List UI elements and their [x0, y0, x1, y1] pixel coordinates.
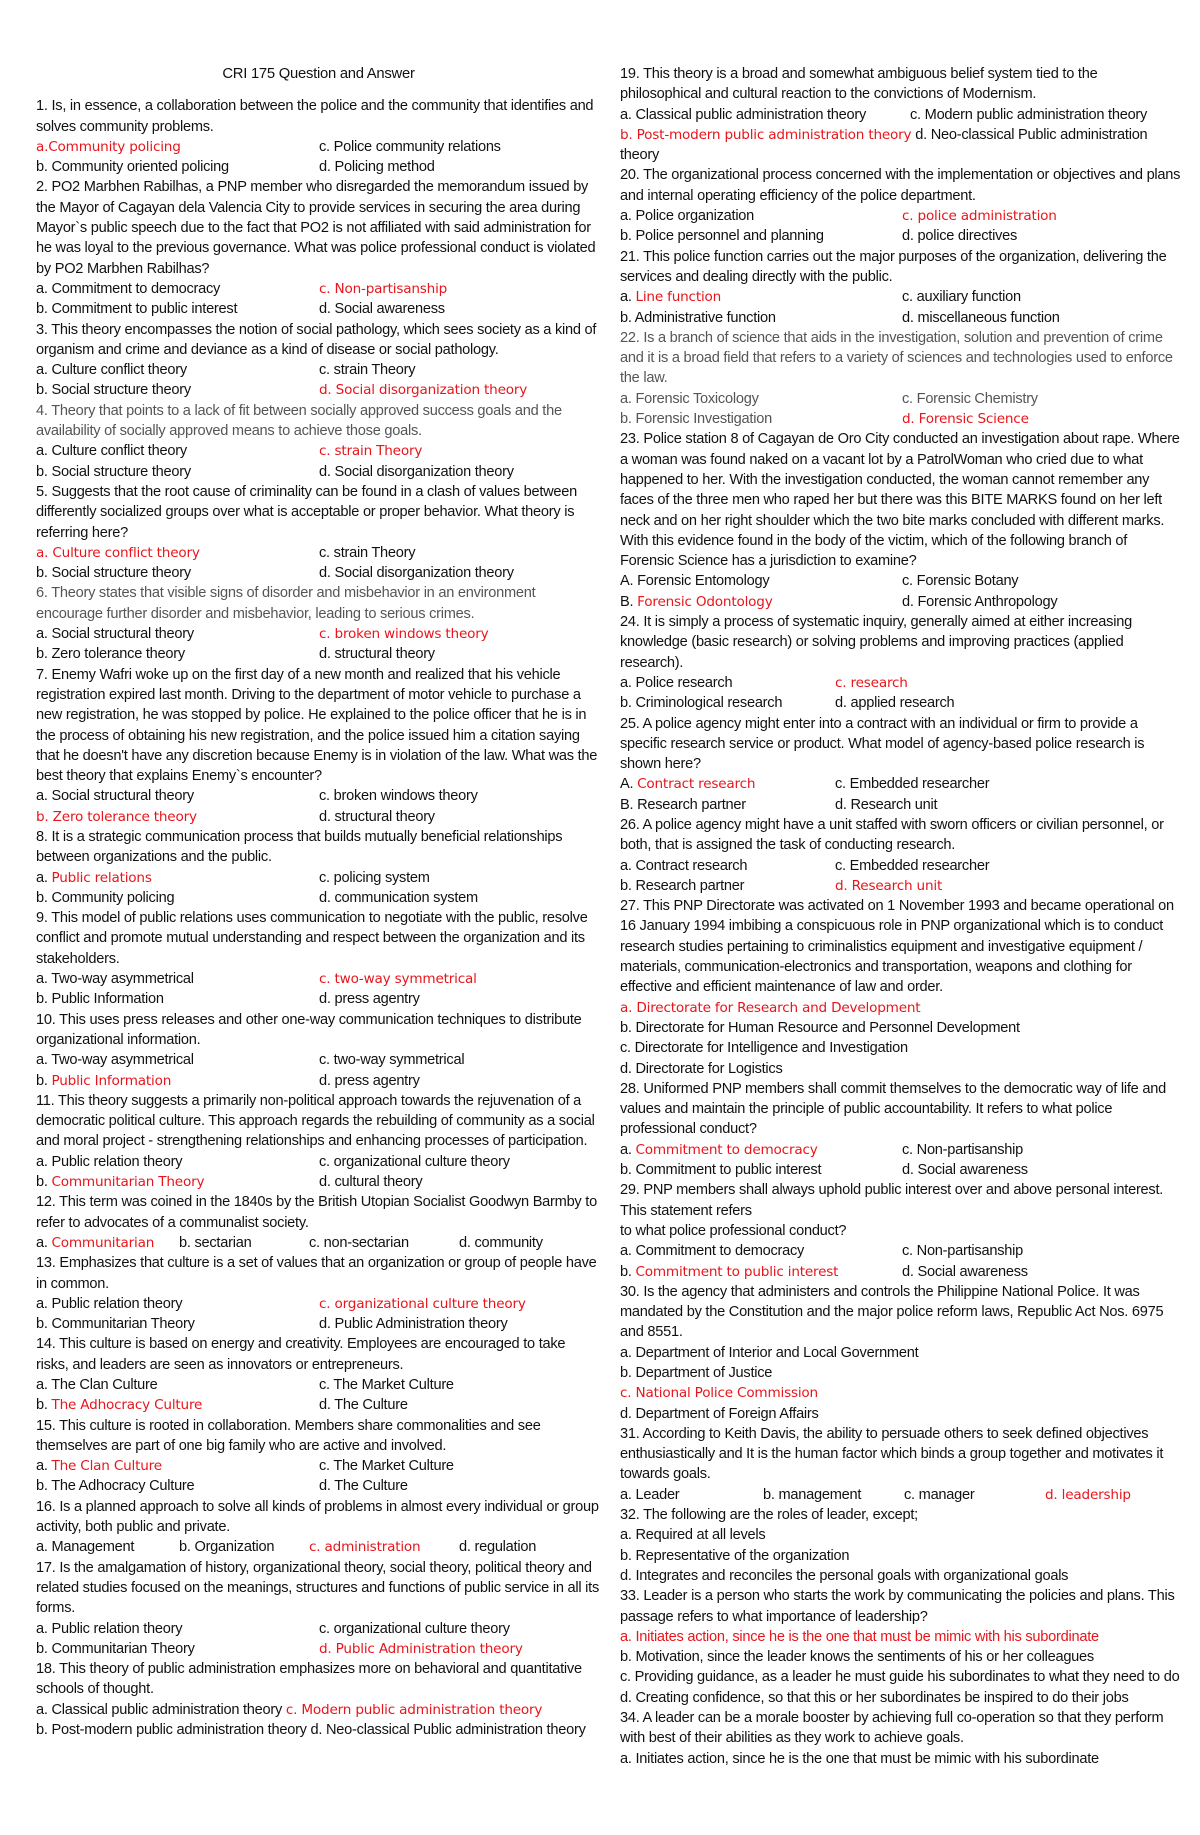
option-13a: a. Public relation theory [36, 1295, 183, 1312]
option-12b: b. sectarian [179, 1234, 252, 1251]
option-16d: d. regulation [459, 1539, 537, 1556]
option-1b: b. Community oriented policing [36, 159, 229, 176]
option-7b: b. Zero tolerance theory [36, 808, 197, 825]
option-23b: Forensic Odontology [637, 593, 773, 610]
option-15a-prefix: a. [36, 1458, 48, 1475]
option-22c: c. Forensic Chemistry [902, 390, 1038, 407]
option-5b: b. Social structure theory [36, 565, 191, 582]
option-8a: Public relations [51, 869, 152, 886]
option-12a: Communitarian [51, 1234, 155, 1251]
option-6b: b. Zero tolerance theory [36, 646, 185, 663]
option-20b: b. Police personnel and planning [620, 228, 824, 245]
question-20: 20. The organizational process concerned with the implementation or objectives and plans and internal operating efficiency of the police department. [620, 167, 1181, 204]
question-15: 15. This culture is rooted in collaboration. Members share commonalities and see themselves are part of one big family who are active and involved. [36, 1417, 541, 1454]
option-32d: d. Integrates and reconciles the personal goals with organizational goals [620, 1567, 1069, 1584]
option-3c: c. strain Theory [319, 362, 416, 379]
option-33a: a. Initiates action, since he is the one that must be mimic with his subordinate [620, 1628, 1099, 1645]
option-14a: a. The Clan Culture [36, 1377, 158, 1393]
question-26: 26. A police agency might have a unit staffed with sworn officers or civilian personnel, or both, that is assigned the task of conducting research. [620, 816, 1164, 854]
option-15a: The Clan Culture [51, 1458, 162, 1475]
option-24a: a. Police research [620, 674, 733, 691]
option-17a: a. Public relation theory [36, 1620, 183, 1637]
option-21c: c. auxiliary function [902, 289, 1021, 306]
question-5: 5. Suggests that the root cause of criminality can be found in a clash of values between differently socialized groups over what is acceptable or proper behavior. What theory is referring here? [36, 483, 578, 541]
option-11b-prefix: b. [36, 1174, 48, 1191]
option-33c: c. Providing guidance, as a leader he must guide his subordinates to what they need to do [620, 1669, 1180, 1686]
option-29d: d. Social awareness [902, 1263, 1028, 1280]
option-20a: a. Police organization [620, 208, 755, 225]
option-31b: b. management [763, 1486, 862, 1503]
option-28a: Commitment to democracy [635, 1141, 818, 1158]
question-12: 12. This term was coined in the 1840s by the British Utopian Socialist Goodwyn Barmby to refer to advocates of a communalist society. [36, 1194, 597, 1231]
option-21a: Line function [635, 289, 722, 306]
question-27: 27. This PNP Directorate was activated on 1 November 1993 and became operational on 16 January 1994 imbibing a conspicuous role in PNP organizational which is to conduct research studies pertaining to criminalistics equipment and investigative equipment / materials, communication-electronics and transportation, weapons and clothing for effective and efficient maintenance of law and order. [620, 898, 1174, 996]
option-29c: c. Non-partisanship [902, 1243, 1023, 1260]
question-9: 9. This model of public relations uses communication to negotiate with the public, resolve conflict and promote mutual understanding and respect between the organization and its stakeholders. [36, 910, 588, 967]
option-31a: a. Leader [620, 1486, 680, 1503]
question-1: 1. Is, in essence, a collaboration between the police and the community that identifies and solves community problems. [36, 98, 594, 135]
option-12d: d. community [459, 1234, 543, 1251]
option-23c: c. Forensic Botany [902, 573, 1019, 590]
option-9a: a. Two-way asymmetrical [36, 971, 194, 988]
option-6c: c. broken windows theory [319, 626, 489, 643]
option-30c: c. National Police Commission [620, 1385, 818, 1402]
option-22a: a. Forensic Toxicology [620, 390, 759, 407]
option-23d: d. Forensic Anthropology [902, 593, 1058, 610]
option-26c: c. Embedded researcher [835, 857, 990, 874]
option-27b: b. Directorate for Human Resource and Personnel Development [620, 1019, 1020, 1036]
question-29: 29. PNP members shall always uphold public interest over and above personal interest. This statement refers [620, 1182, 1164, 1219]
option-4b: b. Social structure theory [36, 463, 191, 480]
option-18b: b. Post-modern public administration theory [36, 1722, 307, 1739]
option-5d: d. Social disorganization theory [319, 565, 514, 582]
question-25: 25. A police agency might enter into a contract with an individual or firm to provide a specific research service or product. What model of agency-based police research is shown here? [620, 715, 1145, 773]
question-2: 2. PO2 Marbhen Rabilhas, a PNP member who disregarded the memorandum issued by the Mayor of Cagayan dela Valencia City to provide services in securing the area during Mayor`s public speech due to the fact that PO2 is not affiliated with said administration for he was loyal to the previous governance. What was police professional conduct is violated by PO2 Marbhen Rabilhas? [36, 179, 596, 277]
option-12c: c. non-sectarian [309, 1234, 409, 1251]
option-28a-prefix: a. [620, 1141, 632, 1158]
option-32a: a. Required at all levels [620, 1527, 766, 1544]
option-17b: b. Communitarian Theory [36, 1640, 195, 1657]
option-19a: a. Classical public administration theory [620, 106, 867, 123]
question-33: 33. Leader is a person who starts the work by communicating the policies and plans. This passage refers to what importance of leadership? [620, 1588, 1175, 1625]
option-20d: d. police directives [902, 228, 1018, 245]
option-18d: d. Neo-classical Public administration theory [310, 1722, 586, 1739]
option-25d: d. Research unit [835, 796, 938, 813]
left-column [36, 64, 601, 1740]
option-28d: d. Social awareness [902, 1162, 1028, 1179]
option-8d: d. communication system [319, 889, 478, 906]
option-1d: d. Policing method [319, 159, 435, 176]
option-15d: d. The Culture [319, 1478, 408, 1495]
question-23: 23. Police station 8 of Cagayan de Oro City conducted an investigation about rape. Where a woman was found naked on a vacant lot by a PatrolWoman who cried due to what happened to her. With the investigation conducted, the woman cannot remember any faces of the three men who raped her but there was this BITE MARKS found on her left neck and on her right shoulder which the two bite marks concluded with different marks. With this evidence found in the body of the victim, which of the following branch of Forensic Science has a jurisdiction to examine? [620, 431, 1180, 570]
question-31: 31. According to Keith Davis, the ability to persuade others to seek defined objectives enthusiastically and It is the human factor which binds a group together and motivates it towards goals. [620, 1425, 1164, 1483]
question-14: 14. This culture is based on energy and creativity. Employees are encouraged to take risks, and leaders are seen as innovators or entrepreneurs. [36, 1336, 566, 1373]
option-2b: b. Commitment to public interest [36, 301, 238, 318]
option-2c: c. Non-partisanship [319, 280, 448, 297]
option-5c: c. strain Theory [319, 544, 416, 561]
option-30d: d. Department of Foreign Affairs [620, 1405, 819, 1422]
option-25a: Contract research [637, 776, 756, 793]
option-29b-prefix: b. [620, 1263, 632, 1280]
right-column [620, 64, 1182, 1769]
option-25b: B. Research partner [620, 796, 746, 813]
option-14b: The Adhocracy Culture [51, 1397, 203, 1414]
option-32b: b. Representative of the organization [620, 1547, 850, 1564]
option-3b: b. Social structure theory [36, 382, 191, 399]
option-30a: a. Department of Interior and Local Government [620, 1344, 919, 1361]
option-11c: c. organizational culture theory [319, 1153, 510, 1170]
option-10b-prefix: b. [36, 1072, 48, 1089]
option-16c: c. administration [309, 1539, 421, 1556]
document-title: CRI 175 Question and Answer [222, 66, 415, 82]
option-17c: c. organizational culture theory [319, 1620, 510, 1637]
option-31d: d. leadership [1045, 1486, 1131, 1503]
option-11a: a. Public relation theory [36, 1153, 183, 1170]
question-17: 17. Is the amalgamation of history, organizational theory, social theory, political theory and related studies focused on the meanings, structures and functions of public service in all its forms. [36, 1559, 600, 1617]
question-19: 19. This theory is a broad and somewhat ambiguous belief system tied to the philosophical and cultural reaction to the convictions of Modernism. [620, 66, 1098, 103]
option-26b: b. Research partner [620, 877, 745, 894]
option-6d: d. structural theory [319, 646, 435, 663]
option-10a: a. Two-way asymmetrical [36, 1052, 194, 1069]
option-20c: c. police administration [902, 208, 1057, 225]
question-29-cont: to what police professional conduct? [620, 1222, 847, 1239]
option-19b: b. Post-modern public administration theory [620, 126, 912, 143]
option-25c: c. Embedded researcher [835, 776, 990, 793]
option-21b: b. Administrative function [620, 309, 776, 326]
option-15b: b. The Adhocracy Culture [36, 1478, 195, 1495]
option-28c: c. Non-partisanship [902, 1141, 1023, 1158]
question-22: 22. Is a branch of science that aids in the investigation, solution and prevention of crime and it is a broad field that refers to a variety of sciences and technologies used to enforce the law. [620, 329, 1173, 387]
option-3a: a. Culture conflict theory [36, 362, 187, 379]
option-30b: b. Department of Justice [620, 1365, 773, 1381]
option-19c: c. Modern public administration theory [910, 106, 1148, 123]
option-9b: b. Public Information [36, 991, 164, 1008]
option-9d: d. press agentry [319, 991, 420, 1008]
question-32: 32. The following are the roles of leader, except; [620, 1507, 918, 1524]
option-8c: c. policing system [319, 869, 430, 886]
option-3d: d. Social disorganization theory [319, 382, 528, 399]
option-21a-prefix: a. [620, 289, 632, 306]
option-15c: c. The Market Culture [319, 1458, 454, 1475]
option-28b: b. Commitment to public interest [620, 1162, 822, 1179]
option-14b-prefix: b. [36, 1397, 48, 1414]
question-11: 11. This theory suggests a primarily non-political approach towards the rejuvenation of a democratic political culture. This approach regards the rebuilding of community as a social and moral project - strengthening relationships and enhancing processes of participation. [36, 1092, 595, 1150]
question-13: 13. Emphasizes that culture is a set of values that an organization or group of people have in common. [36, 1255, 597, 1292]
question-3: 3. This theory encompasses the notion of social pathology, which sees society as a kind of organism and crime and deviance as a kind of disease or social pathology. [36, 321, 597, 358]
option-31c: c. manager [904, 1486, 975, 1503]
question-30: 30. Is the agency that administers and controls the Philippine National Police. It was mandated by the Constitution and the major police reform laws, Republic Act Nos. 6975 and 8551. [620, 1283, 1164, 1341]
question-10: 10. This uses press releases and other one-way communication techniques to distribute organizational information. [36, 1011, 582, 1048]
option-10d: d. press agentry [319, 1072, 420, 1089]
question-7: 7. Enemy Wafri woke up on the first day of a new month and realized that his vehicle registration expired last month. Driving to the department of motor vehicle to purchase a new registration, he was stopped by police. He explained to the police officer that he is in the process of obtaining his new registration, and the police issued him a citation saying that he doesn't have any discretion because Enemy is in violation of the law. What was the best theory that explains Enemy`s encounter? [36, 666, 598, 785]
option-1c: c. Police community relations [319, 138, 501, 155]
option-25a-prefix: A. [620, 776, 634, 793]
option-7a: a. Social structural theory [36, 788, 194, 805]
option-34a: a. Initiates action, since he is the one that must be mimic with his subordinate [620, 1750, 1099, 1767]
option-29b: Commitment to public interest [635, 1263, 839, 1280]
option-22d: d. Forensic Science [902, 411, 1029, 428]
option-10b: Public Information [51, 1072, 172, 1089]
option-5a: a. Culture conflict theory [36, 544, 200, 561]
option-2a: a. Commitment to democracy [36, 280, 221, 297]
question-6: 6. Theory states that visible signs of disorder and misbehavior in an environment encourage further disorder and misbehavior, leading to serious crimes. [36, 585, 536, 622]
option-33d: d. Creating confidence, so that this or her subordinates be inspired to do their jobs [620, 1689, 1129, 1706]
question-4: 4. Theory that points to a lack of fit between socially approved success goals and the availability of socially approved means to achieve those goals. [36, 402, 562, 440]
question-16: 16. Is a planned approach to solve all kinds of problems in almost every individual or group activity, both public and private. [36, 1498, 599, 1536]
option-26d: d. Research unit [835, 877, 943, 894]
option-22b: b. Forensic Investigation [620, 411, 772, 428]
option-18c: c. Modern public administration theory [285, 1701, 543, 1718]
option-23a: A. Forensic Entomology [620, 573, 770, 590]
option-16b: b. Organization [179, 1539, 275, 1556]
option-12a-prefix: a. [36, 1234, 48, 1251]
option-9c: c. two-way symmetrical [319, 971, 477, 988]
question-18: 18. This theory of public administration emphasizes more on behavioral and quantitative schools of thought. [36, 1661, 582, 1698]
option-7d: d. structural theory [319, 808, 435, 825]
option-19d: d. Neo-classical Public administration theory [620, 126, 1148, 164]
option-6a: a. Social structural theory [36, 626, 194, 643]
option-27c: c. Directorate for Intelligence and Investigation [620, 1040, 908, 1057]
option-4c: c. strain Theory [319, 443, 423, 460]
option-29a: a. Commitment to democracy [620, 1243, 805, 1260]
option-26a: a. Contract research [620, 857, 748, 874]
option-21d: d. miscellaneous function [902, 309, 1060, 326]
option-2d: d. Social awareness [319, 301, 445, 318]
option-1a: a.Community policing [36, 138, 181, 155]
option-11b: Communitarian Theory [51, 1174, 205, 1191]
question-21: 21. This police function carries out the major purposes of the organization, delivering the services and dealing directly with the public. [620, 248, 1167, 285]
option-27a: a. Directorate for Research and Development [620, 999, 921, 1016]
question-28: 28. Uniformed PNP members shall commit themselves to the democratic way of life and values and maintain the principle of public accountability. It refers to what police professional conduct? [620, 1080, 1166, 1138]
question-24: 24. It is simply a process of systematic inquiry, generally aimed at either increasing knowledge (basic research) or solving problems and improving practices (applied research). [620, 614, 1132, 671]
option-14d: d. The Culture [319, 1397, 408, 1414]
option-27d: d. Directorate for Logistics [620, 1060, 783, 1077]
option-10c: c. two-way symmetrical [319, 1052, 465, 1069]
option-33b: b. Motivation, since the leader knows the sentiments of his or her colleagues [620, 1649, 1094, 1666]
option-17d: d. Public Administration theory [319, 1640, 523, 1657]
option-23b-prefix: B. [620, 593, 634, 610]
option-16a: a. Management [36, 1539, 135, 1556]
option-8a-prefix: a. [36, 869, 48, 886]
question-8: 8. It is a strategic communication process that builds mutually beneficial relationships between organizations and the public. [36, 828, 563, 866]
option-11d: d. cultural theory [319, 1174, 423, 1191]
option-13b: b. Communitarian Theory [36, 1316, 195, 1333]
option-24d: d. applied research [835, 695, 955, 712]
option-24b: b. Criminological research [620, 695, 783, 712]
option-14c: c. The Market Culture [319, 1377, 454, 1393]
option-4d: d. Social disorganization theory [319, 463, 514, 480]
question-34: 34. A leader can be a morale booster by achieving full co-operation so that they perform with best of their abilities as they work to achieve goals. [620, 1710, 1164, 1747]
option-24c: c. research [835, 674, 908, 691]
option-13c: c. organizational culture theory [319, 1295, 526, 1312]
option-18a: a. Classical public administration theory [36, 1701, 283, 1718]
option-7c: c. broken windows theory [319, 788, 478, 805]
option-8b: b. Community policing [36, 889, 175, 906]
option-4a: a. Culture conflict theory [36, 443, 187, 460]
option-13d: d. Public Administration theory [319, 1316, 508, 1333]
